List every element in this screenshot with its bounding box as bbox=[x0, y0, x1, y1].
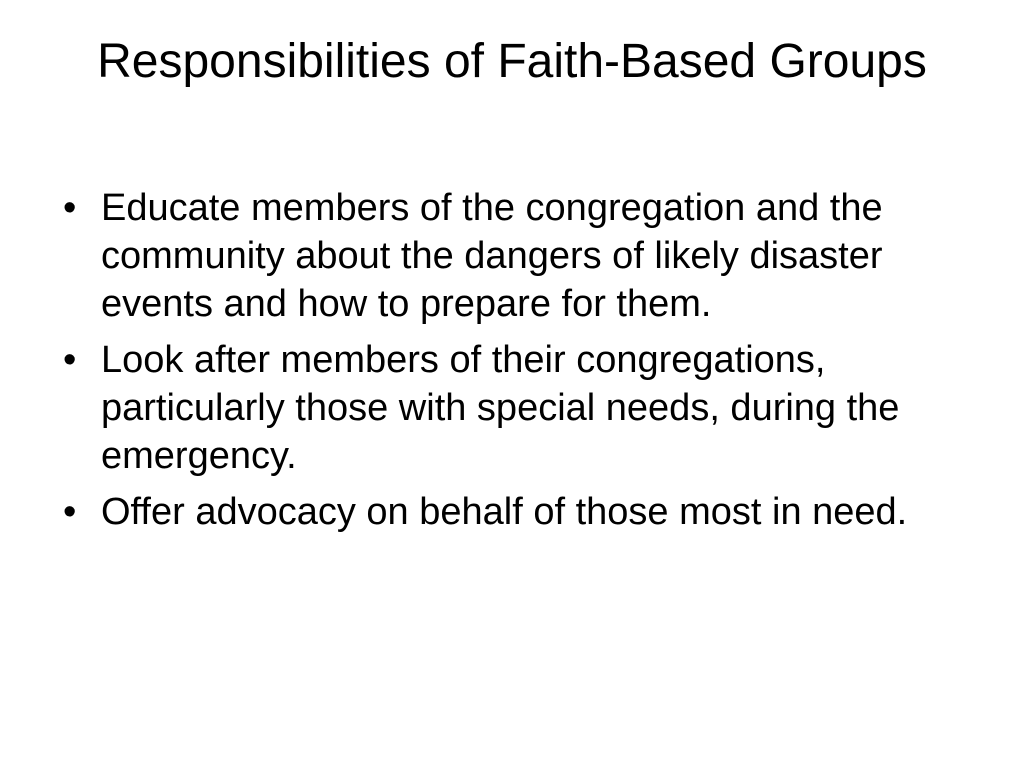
bullet-icon: • bbox=[63, 491, 77, 533]
bullet-item-advocacy bbox=[60, 488, 980, 536]
bullet-item-educate bbox=[60, 184, 980, 328]
bullet-text: Educate members of the congregation and the community about the dangers of likely disaster events and how to prepare for them. bbox=[101, 187, 883, 325]
bullet-text: Offer advocacy on behalf of those most in need. bbox=[101, 491, 908, 533]
bullet-text: Look after members of their congregations, particularly those with special needs, during the emergency. bbox=[101, 339, 900, 477]
slide-title: Responsibilities of Faith-Based Groups bbox=[97, 35, 927, 88]
bullet-list bbox=[60, 184, 980, 544]
bullet-icon: • bbox=[63, 339, 77, 381]
bullet-item-look-after bbox=[60, 336, 980, 480]
bullet-icon: • bbox=[63, 187, 77, 229]
